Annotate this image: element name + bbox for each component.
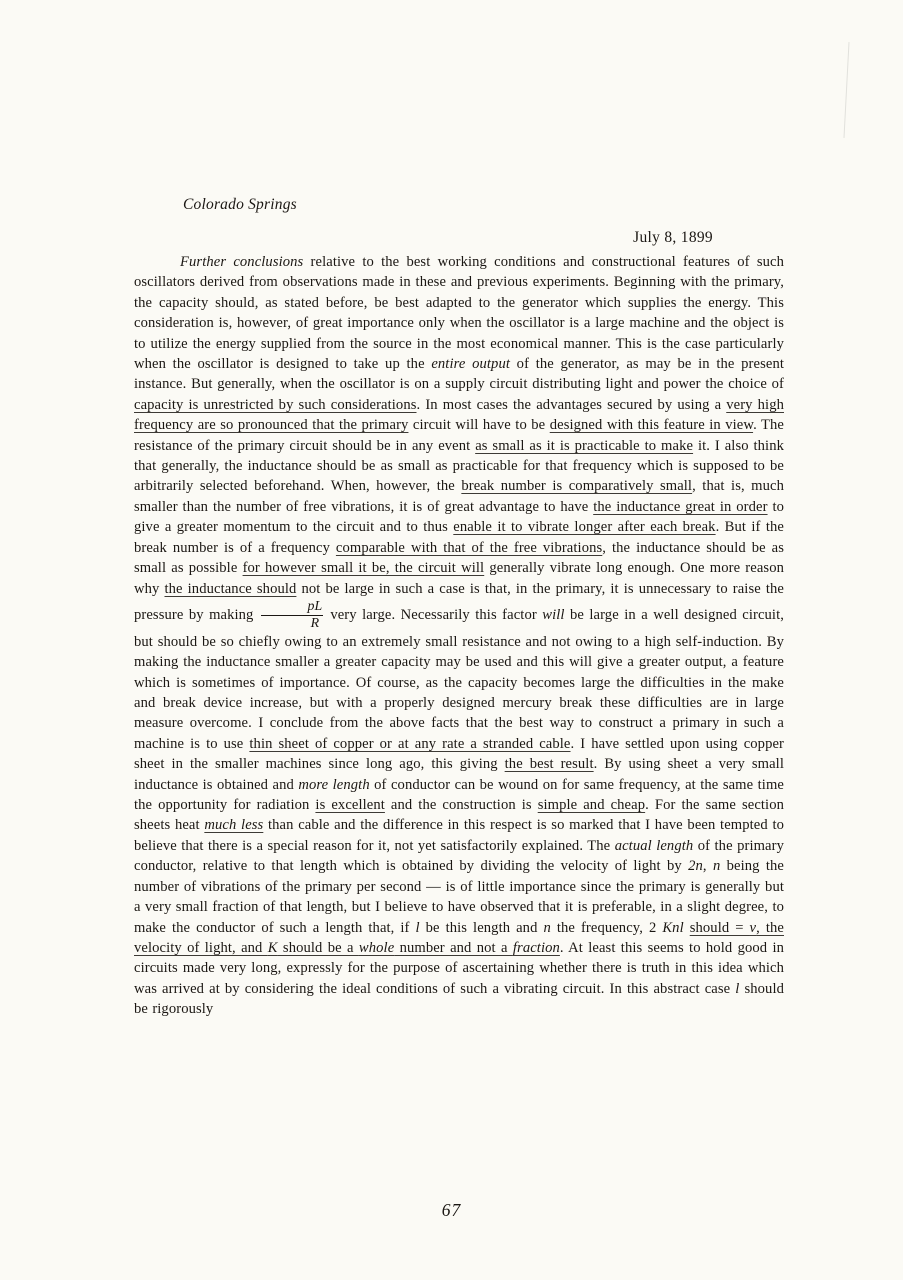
text-segment: should be rigorously — [134, 980, 784, 1018]
text-segment: circuit will have to be — [408, 417, 550, 434]
text-segment: , that is, much smaller than the number of free vibrations, it is of great advantage to have — [134, 478, 785, 515]
text-segment: . But if the break number is of a frequency — [134, 519, 784, 556]
text-segment: . At least this seems to hold good in circuits made very long, expressly for the purpose of ascertaining whether there is truth in this idea which was arrived at by considering the ideal conditions of such a vibrating circuit. In this abstract case — [134, 939, 785, 997]
text-segment: n — [543, 919, 551, 936]
text-segment: actual length — [614, 837, 694, 854]
text-segment: the inductance great in order — [593, 498, 768, 515]
body-paragraph — [134, 252, 784, 1020]
text-segment: thin sheet of copper or at any rate a stranded cable — [249, 735, 571, 752]
text-segment: than cable and the difference in this respect is so marked that I have been tempted to believe that there is a special reason for it, not yet satisfactorily explained. The — [134, 817, 784, 854]
text-segment: . The resistance of the primary circuit should be in any event — [134, 417, 784, 454]
inline-fraction — [258, 599, 325, 632]
text-segment: very large. Necessarily this factor — [330, 606, 543, 623]
text-segment: enable it to vibrate longer after each break — [453, 519, 716, 536]
text-segment: will — [542, 606, 565, 623]
text-segment: should be a — [277, 939, 359, 956]
text-segment: more length — [298, 776, 370, 793]
text-segment: the frequency, 2 — [550, 919, 663, 936]
text-segment: being the number of vibrations of the primary per second — is of little importance since the primary is generally but a very small fraction of that length, but I believe to have observed that it is preferable, in a slight degree, to make the conductor of such a length that, if — [134, 858, 784, 936]
text-segment: generally vibrate long enough. One more reason why — [134, 560, 785, 597]
fraction-denominator: R — [261, 615, 324, 632]
text-segment: comparable with that of the free vibrations — [335, 539, 603, 556]
text-segment: , the inductance should be as small as possible — [134, 539, 784, 577]
text-segment: . For the same section sheets heat — [134, 797, 784, 834]
text-segment: n — [712, 858, 721, 875]
text-segment: break number is comparatively small — [461, 478, 693, 495]
text-segment: for however small it be, the circuit will — [242, 560, 485, 577]
text-segment: of the generator, as may be in the present instance. But generally, when the oscillator is on a supply circuit distributing light and power the choice of — [134, 356, 785, 393]
text-segment: the inductance should — [164, 580, 297, 597]
text-segment: number and not a — [394, 939, 513, 956]
text-segment: Further conclusions — [180, 254, 304, 270]
text-segment: . By using sheet a very small inductance is obtained and — [134, 756, 784, 793]
text-segment: v — [749, 919, 757, 936]
text-segment: whole — [358, 939, 395, 956]
text-segment: fraction — [512, 939, 560, 956]
text-segment: be large in a well designed circuit, but should be so chiefly owing to an extremely small resistance and not owing to a high self-induction. By making the inductance smaller a greater capacity may be used and this will give a greater output, a feature which is sometimes of importance. Of course, as the capacity becomes large the difficulties in the make and break device increase, but with a properly designed mercury break these difficulties are in large measure overcome. I conclude from the above facts that the best way to construct a primary in such a machine is to use — [134, 606, 784, 752]
text-segment: , the velocity of light, and — [134, 919, 784, 956]
text-segment: not be large in such a case is that, in the primary, it is unnecessary to raise the pressure by making — [134, 580, 784, 623]
text-segment: . In most cases the advantages secured by using a — [416, 396, 727, 413]
text-segment: l — [735, 980, 740, 997]
text-segment: 2n — [688, 858, 703, 875]
text-segment: to give a greater momentum to the circuit and to thus — [134, 498, 784, 536]
text-segment: is excellent — [315, 797, 385, 814]
text-segment: l — [415, 919, 420, 936]
text-segment: entire output — [431, 356, 510, 373]
page-number: 67 — [441, 1200, 462, 1220]
scan-edge-artifact — [843, 42, 849, 138]
fraction-numerator: pL — [307, 598, 323, 614]
text-segment: relative to the best working conditions and constructional features of such oscillators derived from observations made in these and previous experiments. Beginning with the primary, the capacity should, as stated before, be best adapted to the generator which supplies the energy. This consideration is, however, of great importance only when the oscillator is a large machine and the object is to utilize the energy supplied from the source in the most economical manner. This is the case particularly when the oscillator is designed to take up the — [134, 254, 784, 373]
text-segment: very high frequency are so pronounced that the primary — [134, 396, 784, 434]
text-segment: much less — [204, 817, 264, 834]
text-segment: simple and cheap — [537, 797, 646, 814]
text-segment: designed with this feature in view — [549, 417, 754, 434]
text-segment: of conductor can be wound on for same frequency, at the same time the opportunity for radiation — [134, 776, 784, 814]
dateline-location: Colorado Springs — [183, 196, 297, 213]
text-segment: should = — [689, 919, 750, 936]
text-segment: be this length and — [419, 919, 544, 936]
dateline-date: July 8, 1899 — [633, 229, 713, 246]
text-segment: K — [267, 939, 278, 956]
text-segment: , — [702, 858, 713, 875]
text-segment: . I have settled upon using copper sheet in the smaller machines since long ago, this giving — [134, 735, 785, 773]
text-segment: as small as it is practicable to make — [475, 437, 694, 454]
text-segment: of the primary conductor, relative to that length which is obtained by dividing the velocity of light by — [134, 837, 784, 875]
text-segment: it. I also think that generally, the inductance should be as small as practicable for that frequency which is supposed to be arbitrarily selected beforehand. When, however, the — [134, 437, 784, 495]
text-segment: capacity is unrestricted by such considerations — [134, 396, 417, 413]
text-segment: Knl — [662, 919, 684, 936]
text-segment: and the construction is — [384, 797, 538, 814]
text-segment: the best result — [504, 756, 594, 773]
